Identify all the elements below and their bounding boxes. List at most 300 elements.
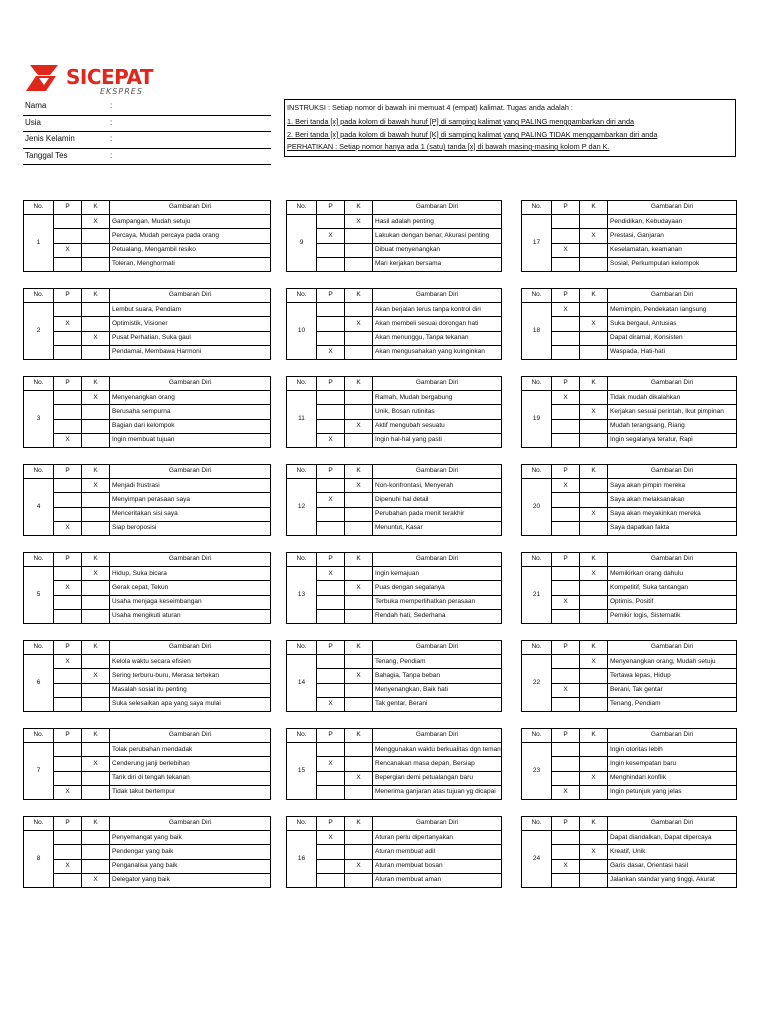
k-mark-cell[interactable]: X [345,581,373,595]
p-mark-cell[interactable] [552,433,580,447]
header-no: No. [522,201,552,215]
k-mark-cell[interactable] [580,331,608,345]
p-mark-cell[interactable] [54,493,82,507]
header-no: No. [24,377,54,391]
table-row [24,771,271,785]
k-mark-cell[interactable] [580,595,608,609]
table-row [287,521,502,535]
p-mark-cell[interactable]: X [317,567,345,581]
p-mark-cell[interactable]: X [54,433,82,447]
p-mark-cell[interactable] [317,683,345,697]
table-row [24,521,271,535]
p-mark-cell[interactable] [54,595,82,609]
k-mark-cell[interactable] [82,493,110,507]
p-mark-cell[interactable]: X [317,493,345,507]
p-mark-cell[interactable]: X [552,391,580,405]
k-mark-cell[interactable] [82,859,110,873]
k-mark-cell[interactable] [345,229,373,243]
k-mark-cell[interactable] [82,655,110,669]
k-mark-cell[interactable] [345,697,373,711]
question-table-19 [521,376,737,448]
p-mark-cell[interactable]: X [552,479,580,493]
table-row [287,391,502,405]
k-mark-cell[interactable] [345,257,373,271]
p-mark-cell[interactable]: X [552,243,580,257]
statement-text: Tidak mudah dikalahkan [608,391,737,405]
p-mark-cell[interactable] [317,785,345,799]
table-row [287,257,502,271]
p-mark-cell[interactable] [54,391,82,405]
header-gambaran-diri: Gambaran Diri [373,641,502,655]
p-mark-cell[interactable] [552,873,580,887]
identity-separator: : [110,134,113,143]
table-row [522,479,737,493]
header-no: No. [24,289,54,303]
p-mark-cell[interactable]: X [317,757,345,771]
k-mark-cell[interactable] [345,507,373,521]
p-mark-cell[interactable] [317,669,345,683]
k-mark-cell[interactable] [345,845,373,859]
k-mark-cell[interactable] [580,257,608,271]
k-mark-cell[interactable] [82,697,110,711]
k-mark-cell[interactable] [82,683,110,697]
p-mark-cell[interactable]: X [54,317,82,331]
table-row [287,581,502,595]
question-number: 16 [287,831,317,888]
k-mark-cell[interactable] [580,697,608,711]
statement-text: Non-konfrontasi, Menyerah [373,479,502,493]
p-mark-cell[interactable] [54,669,82,683]
p-mark-cell[interactable]: X [552,303,580,317]
table-row [24,609,271,623]
k-mark-cell[interactable] [580,859,608,873]
header-p: P [317,729,345,743]
k-mark-cell[interactable] [345,493,373,507]
statement-text: Akan berjalan terus tanpa kontrol diri [373,303,502,317]
header-gambaran-diri: Gambaran Diri [110,465,271,479]
p-mark-cell[interactable] [54,257,82,271]
p-mark-cell[interactable] [54,479,82,493]
table-row [24,215,271,229]
p-mark-cell[interactable] [317,771,345,785]
p-mark-cell[interactable] [552,521,580,535]
statement-text: Saya akan melaksanakan [608,493,737,507]
p-mark-cell[interactable] [54,419,82,433]
question-table-5 [23,552,271,624]
statement-text: Terbuka memperlihatkan perasaan [373,595,502,609]
k-mark-cell[interactable]: X [580,507,608,521]
header-no: No. [287,465,317,479]
p-mark-cell[interactable] [317,581,345,595]
p-mark-cell[interactable] [54,771,82,785]
k-mark-cell[interactable] [82,507,110,521]
statement-text: Menerima ganjaran atas tujuan yg dicapai [373,785,502,799]
k-mark-cell[interactable]: X [345,419,373,433]
k-mark-cell[interactable]: X [82,479,110,493]
k-mark-cell[interactable] [345,433,373,447]
table-row [287,757,502,771]
k-mark-cell[interactable] [580,669,608,683]
p-mark-cell[interactable] [317,743,345,757]
k-mark-cell[interactable]: X [345,479,373,493]
question-number: 17 [522,215,552,272]
statement-text: Dibuat menyenangkan [373,243,502,257]
p-mark-cell[interactable] [54,215,82,229]
header-k: K [580,377,608,391]
p-mark-cell[interactable] [317,507,345,521]
k-mark-cell[interactable] [345,873,373,887]
p-mark-cell[interactable] [54,873,82,887]
p-mark-cell[interactable]: X [552,859,580,873]
p-mark-cell[interactable] [317,479,345,493]
k-mark-cell[interactable] [580,433,608,447]
p-mark-cell[interactable] [317,391,345,405]
header-k: K [82,289,110,303]
identity-row[interactable] [23,132,271,149]
identity-row[interactable] [23,116,271,133]
statement-text: Gampangan, Mudah setuju [110,215,271,229]
k-mark-cell[interactable] [82,317,110,331]
question-table-3 [23,376,271,448]
table-row [24,243,271,257]
p-mark-cell[interactable]: X [552,785,580,799]
header-no: No. [522,465,552,479]
p-mark-cell[interactable] [317,257,345,271]
statement-text: Garis dasar, Orientasi hasil [608,859,737,873]
k-mark-cell[interactable]: X [580,771,608,785]
statement-text: Tarik diri di tengah tekanan [110,771,271,785]
statement-text: Ramah, Mudah bergabung [373,391,502,405]
statement-text: Kerjakan sesuai perintah, Ikut pimpinan [608,405,737,419]
k-mark-cell[interactable] [82,831,110,845]
table-row [24,785,271,799]
k-mark-cell[interactable] [580,243,608,257]
k-mark-cell[interactable] [82,345,110,359]
k-mark-cell[interactable] [345,303,373,317]
statement-text: Suka selesaikan apa yang saya mulai [110,697,271,711]
question-number: 15 [287,743,317,800]
k-mark-cell[interactable] [82,581,110,595]
question-table-21 [521,552,737,624]
p-mark-cell[interactable] [552,743,580,757]
k-mark-cell[interactable] [82,243,110,257]
statement-text: Gerak cepat, Tekun [110,581,271,595]
header-no: No. [287,289,317,303]
header-gambaran-diri: Gambaran Diri [373,289,502,303]
identity-fields [23,99,271,165]
k-mark-cell[interactable]: X [580,229,608,243]
statement-text: Tak gentar, Berani [373,697,502,711]
p-mark-cell[interactable] [317,595,345,609]
p-mark-cell[interactable]: X [317,433,345,447]
p-mark-cell[interactable] [552,845,580,859]
k-mark-cell[interactable]: X [345,669,373,683]
p-mark-cell[interactable] [54,831,82,845]
header-k: K [345,201,373,215]
k-mark-cell[interactable] [580,785,608,799]
statement-text: Tertawa lepas, Hidup [608,669,737,683]
header-no: No. [24,729,54,743]
table-row [287,845,502,859]
p-mark-cell[interactable]: X [54,521,82,535]
k-mark-cell[interactable] [345,567,373,581]
k-mark-cell[interactable] [82,229,110,243]
p-mark-cell[interactable] [552,831,580,845]
p-mark-cell[interactable] [552,229,580,243]
identity-row[interactable] [23,99,271,116]
question-table-22 [521,640,737,712]
p-mark-cell[interactable] [552,609,580,623]
k-mark-cell[interactable] [580,609,608,623]
k-mark-cell[interactable] [580,479,608,493]
p-mark-cell[interactable] [54,697,82,711]
k-mark-cell[interactable] [82,743,110,757]
p-mark-cell[interactable] [552,507,580,521]
question-table-13 [286,552,502,624]
statement-text: Mari kerjakan bersama [373,257,502,271]
p-mark-cell[interactable]: X [317,697,345,711]
header-no: No. [287,201,317,215]
p-mark-cell[interactable] [54,345,82,359]
header-no: No. [287,377,317,391]
header-p: P [317,641,345,655]
k-mark-cell[interactable] [345,243,373,257]
p-mark-cell[interactable] [552,317,580,331]
statement-text: Pusat Perhatian, Suka gaul [110,331,271,345]
p-mark-cell[interactable] [552,405,580,419]
statement-text: Menyenangkan orang [110,391,271,405]
k-mark-cell[interactable]: X [580,405,608,419]
k-mark-cell[interactable] [82,785,110,799]
k-mark-cell[interactable] [345,785,373,799]
k-mark-cell[interactable] [82,521,110,535]
k-mark-cell[interactable] [82,405,110,419]
statement-text: Masalah sosial itu penting [110,683,271,697]
k-mark-cell[interactable]: X [580,655,608,669]
instruction-step-2: 2. Beri tanda [x] pada kolom di bawah huruf [K] di samping kalimat yang PALING TIDAK menggambarkan diri anda [287,130,658,139]
p-mark-cell[interactable]: X [317,345,345,359]
header-p: P [552,817,580,831]
statement-text: Akan membeli sesuai dorongan hati [373,317,502,331]
k-mark-cell[interactable]: X [345,771,373,785]
table-row [24,683,271,697]
statement-text: Menghindari konflik [608,771,737,785]
p-mark-cell[interactable] [317,331,345,345]
k-mark-cell[interactable]: X [345,215,373,229]
k-mark-cell[interactable] [580,419,608,433]
p-mark-cell[interactable]: X [54,243,82,257]
header-gambaran-diri: Gambaran Diri [608,641,737,655]
p-mark-cell[interactable]: X [54,785,82,799]
header-k: K [580,201,608,215]
table-row [24,859,271,873]
p-mark-cell[interactable]: X [54,859,82,873]
k-mark-cell[interactable] [82,419,110,433]
table-row [522,257,737,271]
k-mark-cell[interactable] [345,757,373,771]
statement-text: Saya akan pimpin mereka [608,479,737,493]
k-mark-cell[interactable]: X [82,391,110,405]
k-mark-cell[interactable] [345,683,373,697]
question-table-12 [286,464,502,536]
identity-separator: : [110,101,113,110]
k-mark-cell[interactable]: X [82,757,110,771]
table-row [287,771,502,785]
k-mark-cell[interactable]: X [580,845,608,859]
k-mark-cell[interactable] [580,757,608,771]
k-mark-cell[interactable] [82,845,110,859]
p-mark-cell[interactable] [54,743,82,757]
table-row [287,507,502,521]
p-mark-cell[interactable] [552,345,580,359]
p-mark-cell[interactable] [552,257,580,271]
statement-text: Petualang, Mengambil resiko [110,243,271,257]
k-mark-cell[interactable] [82,595,110,609]
k-mark-cell[interactable] [345,331,373,345]
p-mark-cell[interactable] [552,215,580,229]
table-row [522,873,737,887]
table-row [24,433,271,447]
p-mark-cell[interactable] [317,609,345,623]
k-mark-cell[interactable] [345,743,373,757]
k-mark-cell[interactable] [345,609,373,623]
p-mark-cell[interactable]: X [54,655,82,669]
p-mark-cell[interactable] [552,669,580,683]
sicepat-logo [22,63,172,103]
k-mark-cell[interactable] [345,521,373,535]
k-mark-cell[interactable] [580,743,608,757]
p-mark-cell[interactable] [54,303,82,317]
k-mark-cell[interactable]: X [345,859,373,873]
header-p: P [54,201,82,215]
p-mark-cell[interactable] [552,567,580,581]
statement-text: Kelola waktu secara efisien [110,655,271,669]
header-k: K [82,641,110,655]
header-p: P [317,377,345,391]
k-mark-cell[interactable] [580,831,608,845]
statement-text: Aturan membuat bosan [373,859,502,873]
p-mark-cell[interactable] [317,419,345,433]
table-row [522,697,737,711]
k-mark-cell[interactable]: X [82,873,110,887]
statement-text: Ingin segalanya teratur, Rapi [608,433,737,447]
p-mark-cell[interactable] [54,757,82,771]
k-mark-cell[interactable] [82,771,110,785]
p-mark-cell[interactable] [552,581,580,595]
identity-row[interactable] [23,149,271,166]
p-mark-cell[interactable] [54,845,82,859]
p-mark-cell[interactable] [54,405,82,419]
p-mark-cell[interactable]: X [54,581,82,595]
table-row [24,507,271,521]
k-mark-cell[interactable]: X [580,567,608,581]
p-mark-cell[interactable] [317,303,345,317]
question-number: 14 [287,655,317,712]
k-mark-cell[interactable] [345,655,373,669]
k-mark-cell[interactable] [580,345,608,359]
k-mark-cell[interactable]: X [345,317,373,331]
statement-text: Optimistik, Visioner [110,317,271,331]
k-mark-cell[interactable] [345,831,373,845]
statement-text: Sosial, Perkumpulan kelompok [608,257,737,271]
p-mark-cell[interactable] [54,507,82,521]
p-mark-cell[interactable] [317,215,345,229]
header-p: P [54,729,82,743]
k-mark-cell[interactable] [580,873,608,887]
k-mark-cell[interactable]: X [82,331,110,345]
p-mark-cell[interactable]: X [552,683,580,697]
p-mark-cell[interactable]: X [317,831,345,845]
p-mark-cell[interactable] [552,655,580,669]
k-mark-cell[interactable]: X [82,669,110,683]
p-mark-cell[interactable] [552,697,580,711]
k-mark-cell[interactable]: X [82,215,110,229]
p-mark-cell[interactable] [317,317,345,331]
k-mark-cell[interactable] [580,581,608,595]
k-mark-cell[interactable] [580,521,608,535]
k-mark-cell[interactable] [580,215,608,229]
k-mark-cell[interactable] [345,405,373,419]
k-mark-cell[interactable] [82,609,110,623]
p-mark-cell[interactable] [552,493,580,507]
p-mark-cell[interactable] [317,521,345,535]
statement-text: Menuntut, Kasar [373,521,502,535]
p-mark-cell[interactable] [552,771,580,785]
k-mark-cell[interactable] [580,303,608,317]
p-mark-cell[interactable] [552,331,580,345]
k-mark-cell[interactable] [345,345,373,359]
p-mark-cell[interactable] [317,873,345,887]
statement-text: Usaha mengikuti aturan [110,609,271,623]
p-mark-cell[interactable] [552,419,580,433]
k-mark-cell[interactable] [580,493,608,507]
p-mark-cell[interactable] [54,567,82,581]
p-mark-cell[interactable] [317,859,345,873]
table-row [287,405,502,419]
p-mark-cell[interactable]: X [552,595,580,609]
k-mark-cell[interactable] [82,257,110,271]
k-mark-cell[interactable] [82,433,110,447]
statement-text: Tolak perubahan mendadak [110,743,271,757]
p-mark-cell[interactable] [552,757,580,771]
p-mark-cell[interactable] [54,229,82,243]
p-mark-cell[interactable] [317,243,345,257]
header-gambaran-diri: Gambaran Diri [608,289,737,303]
k-mark-cell[interactable] [82,303,110,317]
p-mark-cell[interactable] [317,845,345,859]
k-mark-cell[interactable] [345,391,373,405]
identity-label: Nama [25,101,47,110]
p-mark-cell[interactable] [54,683,82,697]
p-mark-cell[interactable] [54,609,82,623]
statement-text: Ingin membuat tujuan [110,433,271,447]
k-mark-cell[interactable] [345,595,373,609]
header-no: No. [24,641,54,655]
p-mark-cell[interactable] [54,331,82,345]
p-mark-cell[interactable] [317,405,345,419]
statement-text: Menyenangkan orang, Mudah setuju [608,655,737,669]
statement-text: Waspada, Hati-hati [608,345,737,359]
identity-label: Usia [25,117,42,127]
p-mark-cell[interactable] [317,655,345,669]
statement-text: Perubahan pada menit terakhir [373,507,502,521]
p-mark-cell[interactable]: X [317,229,345,243]
statement-text: Tenang, Pendiam [608,697,737,711]
k-mark-cell[interactable]: X [580,317,608,331]
k-mark-cell[interactable] [580,683,608,697]
k-mark-cell[interactable]: X [82,567,110,581]
k-mark-cell[interactable] [580,391,608,405]
